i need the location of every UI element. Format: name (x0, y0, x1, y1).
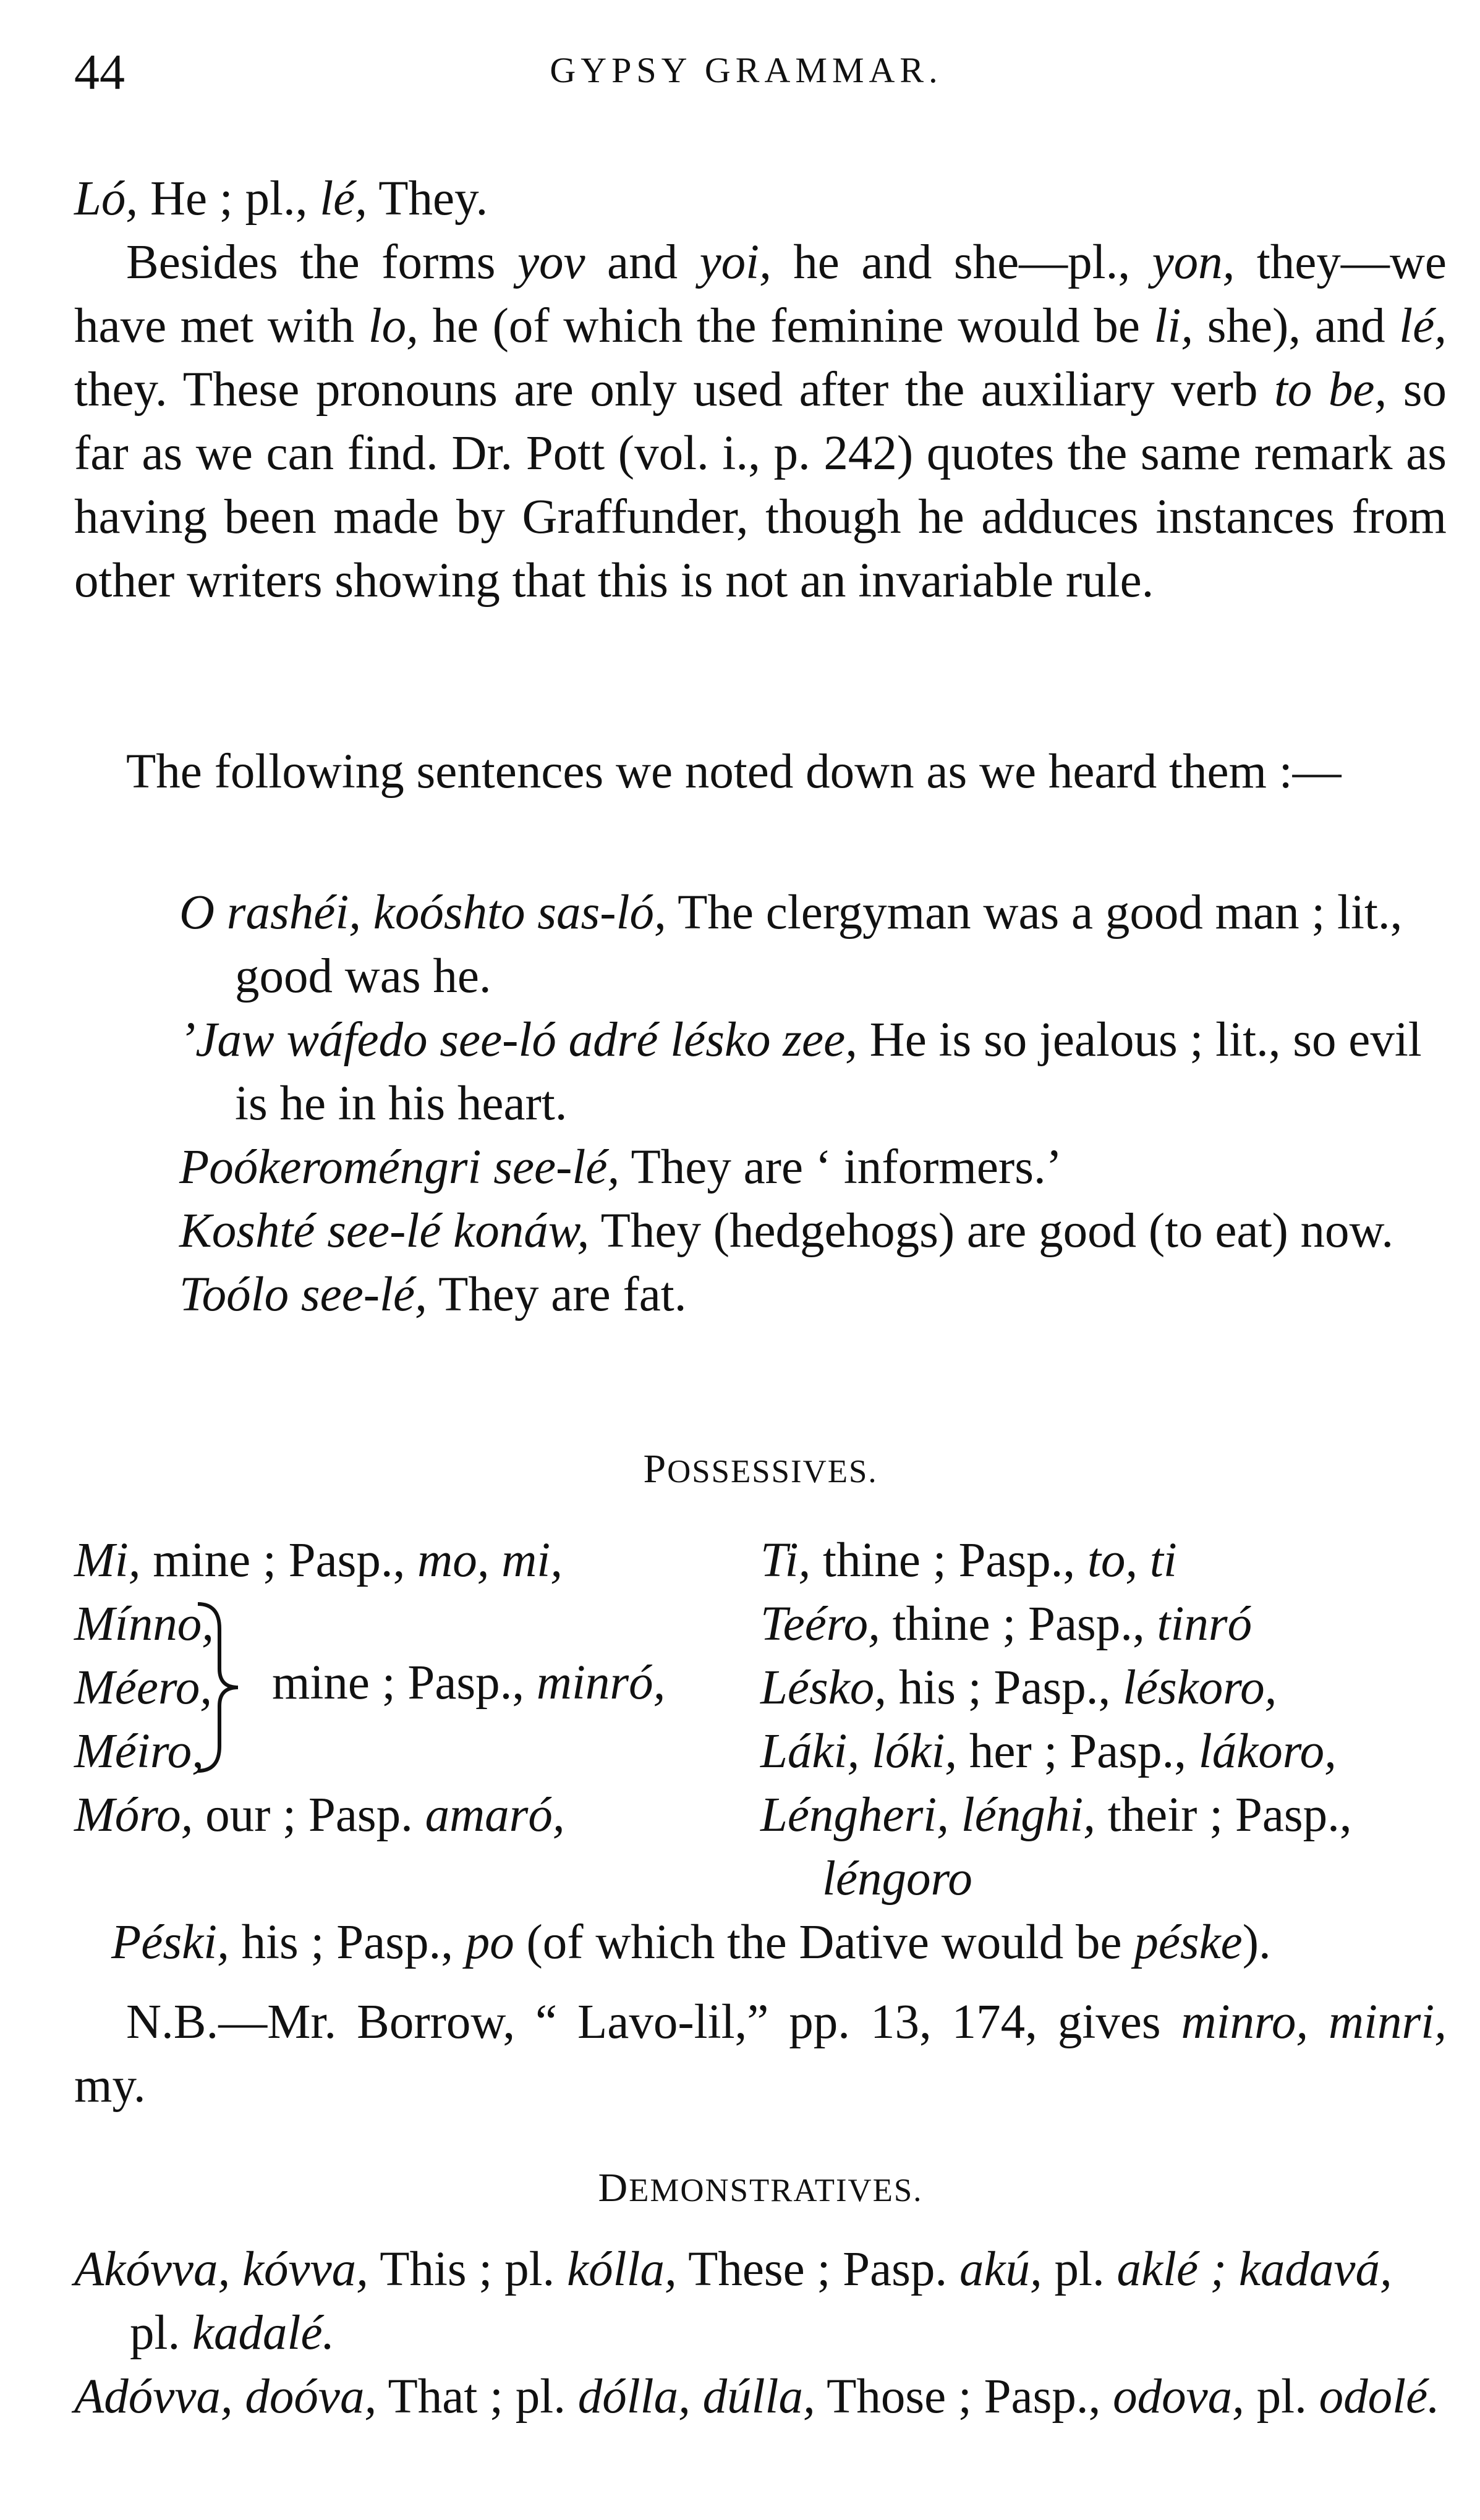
demonstrative-that: Adóvva, doóva, That ; pl. dólla, dúlla, Those ; Pasp., odova, pl. odolé. (74, 2370, 1440, 2424)
pronoun-def: He ; pl., (138, 172, 320, 226)
paragraph-forms: Besides the forms yov and yoi, he and she—pl., yon, they—we have met with lo, he (of which the feminine would be li, she), and lé, they. These pronouns are only used after the auxiliary verb to be, so far as we can find. Dr. Pott (vol. i., p. 242) quotes the same remark as having been made by Graffunder, though he adduces instances from other writers showing that this is not an invariable rule. (74, 235, 1447, 608)
example-sentence: O rashéi, koóshto sas-ló, The clergyman was a good man ; lit., good was he. (179, 886, 1403, 1003)
possessive-right-row: Léngheri, lénghi, their ; Pasp., (760, 1788, 1352, 1842)
brace-label: mine ; Pasp., minró, (272, 1656, 666, 1710)
possessive-left-row: Méero, (74, 1661, 212, 1715)
possessive-left-row: Méiro, (74, 1725, 204, 1778)
example-sentence: Toólo see-lé, They are fat. (179, 1268, 687, 1322)
pronoun-def-2: They. (367, 172, 488, 226)
page-number: 44 (74, 44, 125, 100)
example-sentences (74, 881, 1447, 1326)
demonstratives-list (74, 2238, 1447, 2429)
demonstrative-this: Akóvva, kóvva, This ; pl. kólla, These ; Pasp. akú, pl. aklé ; kadavá, pl. kadalé. (74, 2242, 1392, 2360)
example-sentence: ’Jaw wáfedo see-ló adré lésko zee, He is so jealous ; lit., so evil is he in his heart. (179, 1013, 1422, 1131)
possessive-left-row: Móro, our ; Pasp. amaró, (74, 1788, 565, 1842)
section-heading-possessives: POSSESSIVES. (643, 1446, 878, 1491)
nota-bene: N.B.—Mr. Borrow, “ Lavo-lil,” pp. 13, 174, gives minro, minri, my. (74, 1995, 1447, 2113)
example-sentence: Koshté see-lé konáw, They (hedgehogs) are good (to eat) now. (179, 1204, 1394, 1258)
possessive-left-row: Mi, mine ; Pasp., mo, mi, (74, 1534, 563, 1587)
possessive-right-row: léngoro (822, 1852, 972, 1906)
possessive-right-row: Lésko, his ; Pasp., léskoro, (760, 1661, 1277, 1715)
pronoun-plural: lé, (320, 172, 367, 226)
possessive-right-row: Láki, lóki, her ; Pasp., lákoro, (760, 1725, 1337, 1778)
pronoun-head: Ló, (74, 172, 138, 226)
section-heading-demonstratives: DEMONSTRATIVES. (598, 2165, 923, 2210)
possessive-left-row: Mínno, (74, 1597, 215, 1651)
example-sentence: Poókeroméngri see-lé, They are ‘ informers.’ (179, 1140, 1063, 1194)
paragraph-sentences-intro: The following sentences we noted down as we heard them :— (126, 745, 1342, 799)
page-header (74, 43, 1418, 111)
pronoun-entry (74, 167, 1447, 231)
curly-brace-icon (185, 1598, 266, 1777)
possessive-right-row: Ti, thine ; Pasp., to, ti (760, 1534, 1177, 1587)
possessive-peski-row: Péski, his ; Pasp., po (of which the Dative would be péske). (111, 1915, 1271, 1969)
running-title: GYPSY GRAMMAR. (550, 50, 943, 90)
possessive-right-row: Teéro, thine ; Pasp., tinró (760, 1597, 1252, 1651)
